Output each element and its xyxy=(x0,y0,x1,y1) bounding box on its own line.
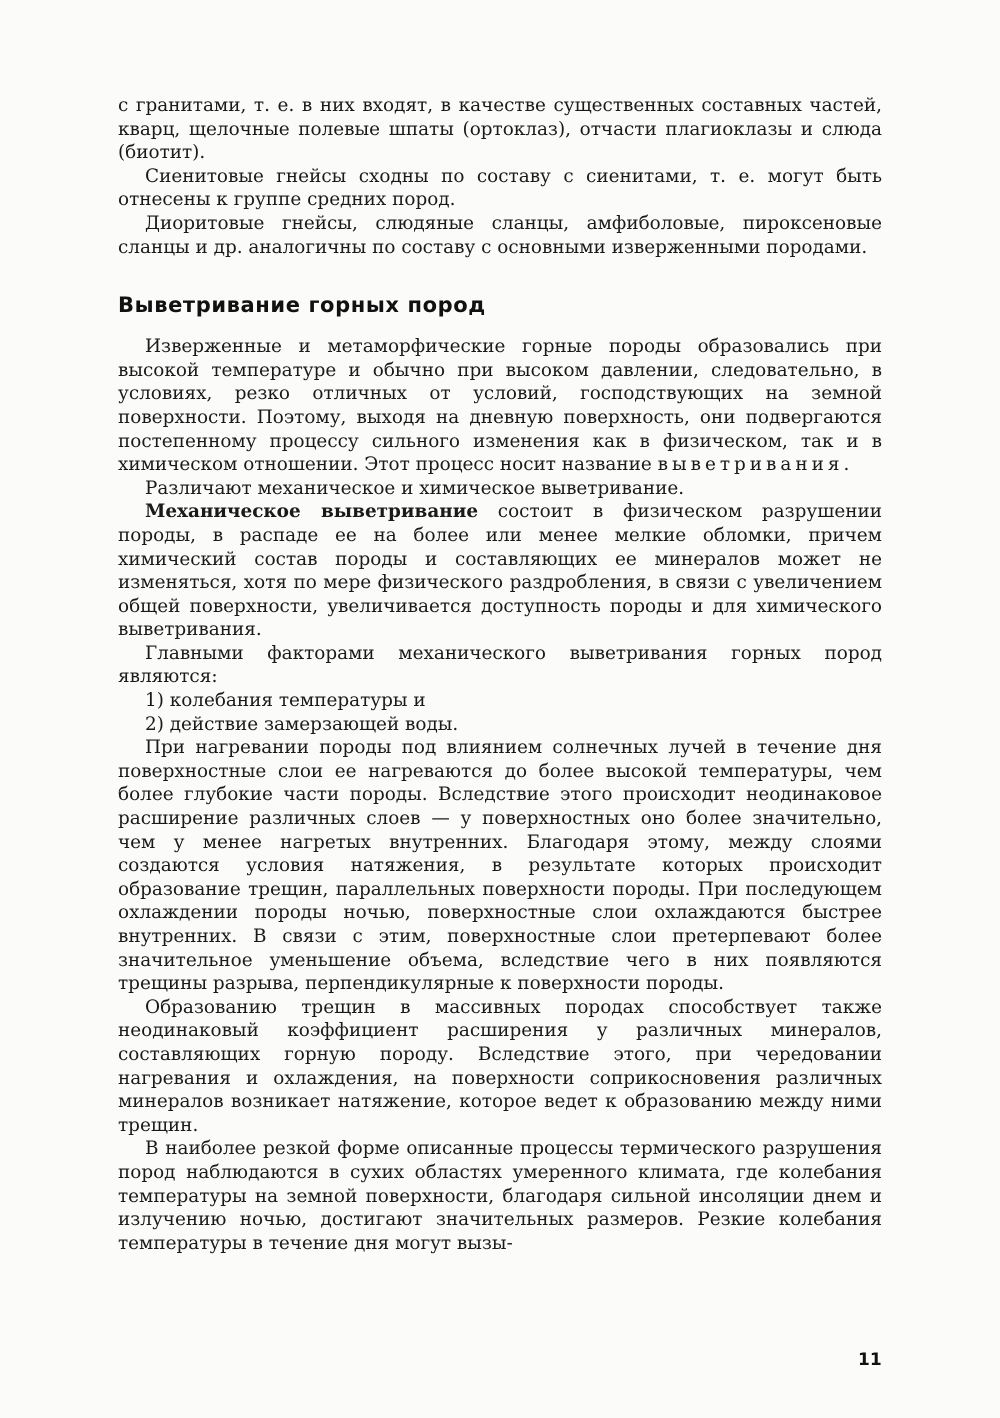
weathering-intro-end: . xyxy=(843,454,850,476)
paragraph-granite-gneiss: с гранитами, т. е. в них входят, в качестве существенных составных частей, кварц, щелочные полевые шпаты (ортоклаз), отчасти плагиоклазы и слюда (биотит). xyxy=(118,95,882,164)
paragraph-mechanical-weathering xyxy=(118,500,882,642)
paragraph-main-factors: Главными факторами механического выветривания горных пород являются: xyxy=(118,642,882,688)
paragraph-heating: При нагревании породы под влиянием солнечных лучей в течение дня поверхностные слои ее нагреваются до более высокой температуры, чем более глубокие части породы. Вследствие этого происходит неодинаковое расширение различных слоев — у поверхностных оно более значительно, чем у менее нагретых внутренних. Благодаря этому, между слоями создаются условия натяжения, в результате которых происходит образование трещин, параллельных поверхности породы. При последующем охлаждении породы ночью, поверхностные слои охлаждаются быстрее внутренних. В связи с этим, поверхностные слои претерпевают более значительное уменьшение объема, вследствие чего в них появляются трещины разрыва, перпендикулярные к поверхности породы. xyxy=(118,737,882,995)
paragraph-weathering-intro xyxy=(118,335,882,477)
list-item-temperature: 1) колебания температуры и xyxy=(145,690,426,712)
paragraph-diorite-gneiss: Диоритовые гнейсы, слюдяные сланцы, амфиболовые, пироксеновые сланцы и др. аналогичны по составу с основными изверженными породами. xyxy=(118,212,882,258)
mechanical-weathering-text: состоит в физическом разрушении породы, в распаде ее на более или менее мелкие обломки, причем химический состав породы и составляющих ее минералов может не изменяться, хотя по мере физического раздробления, в связи с увеличением общей поверхности, увеличивается доступность породы и для химического выветривания. xyxy=(118,501,883,641)
paragraph-crack-formation: Образованию трещин в массивных породах способствует также неодинаковый коэффициент расширения у различных минералов, составляющих горную породу. Вследствие этого, при чередовании нагревания и охлаждения, на поверхности соприкосновения различных минералов возникает натяжение, которое ведет к образованию между ними трещин. xyxy=(118,996,882,1136)
paragraph-weathering-types: Различают механическое и химическое выветривание. xyxy=(145,477,685,499)
page-number: 11 xyxy=(858,1350,882,1370)
section-heading: Выветривание горных пород xyxy=(118,293,486,318)
paragraph-thermal-destruction: В наиболее резкой форме описанные процессы термического разрушения пород наблюдаются в сухих областях умеренного климата, где колебания температуры на земной поверхности, благодаря сильной инсоляции днем и излучению ночью, достигают значительных размеров. Резкие колебания температуры в течение дня могут вызы- xyxy=(118,1138,882,1254)
weathering-intro-text: Изверженные и метаморфические горные породы образовались при высокой температуре и обычно при высоком давлении, следовательно, в условиях, резко отличных от условий, господствующих на земной поверхности. Поэтому, выходя на дневную поверхность, они подвергаются постепенному процессу сильного изменения как в физическом, так и в химическом отношении. Этот процесс носит название xyxy=(118,336,882,476)
weathering-term: выветривания xyxy=(657,454,844,476)
paragraph-syenite-gneiss: Сиенитовые гнейсы сходны по составу с сиенитами, т. е. могут быть отнесены к группе средних пород. xyxy=(118,165,882,211)
page-body xyxy=(118,94,882,1255)
mechanical-weathering-term: Механическое выветривание xyxy=(145,501,479,523)
list-item-freezing-water: 2) действие замерзающей воды. xyxy=(145,713,459,735)
